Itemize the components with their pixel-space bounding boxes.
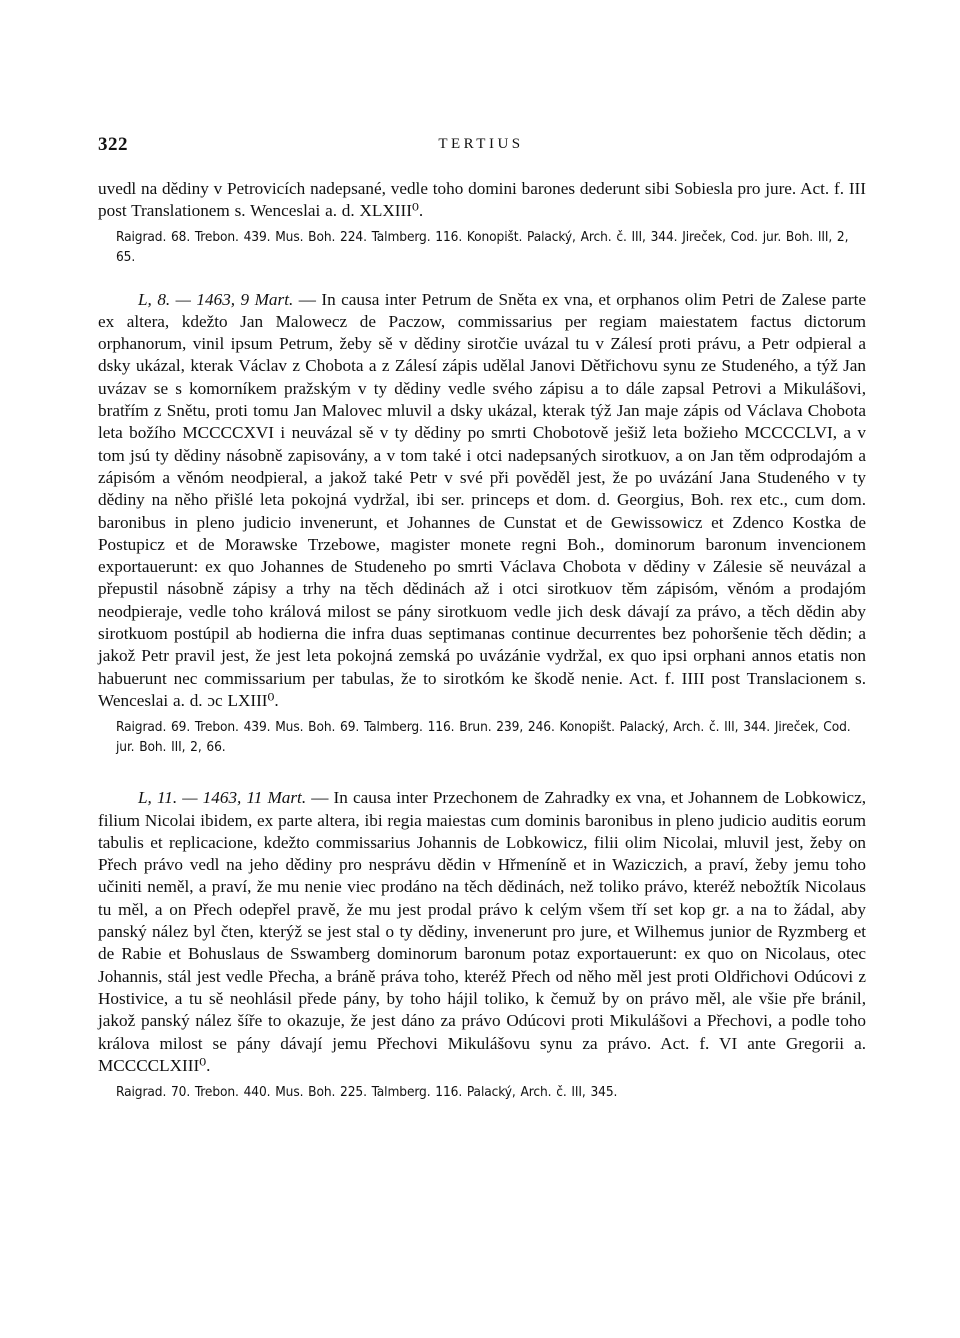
entry-label: L, 8. — 1463, 9 Mart. — [138, 289, 294, 309]
continuation-paragraph: uvedl na dědiny v Petrovicích nadepsané, vedle toho domini barones dederunt sibi Sobiesla pro jure. Act. f. III post Translationem s. Wenceslai a. d. XLXIII⁰. — [98, 179, 866, 221]
entry-paragraph — [98, 289, 866, 713]
entry-paragraph — [98, 787, 866, 1077]
entry-label: L, 11. — 1463, 11 Mart. — [138, 788, 307, 808]
running-head: TERTIUS — [438, 136, 524, 152]
entry-references: Raigrad. 69. Trebon. 439. Mus. Boh. 69. Talmberg. 116. Brun. 239, 246. Konopišt. Palacký, Arch. č. III, 344. Jireček, Cod. jur. Boh. III, 2, 66. — [116, 719, 851, 756]
entry-text: — In causa inter Przechonem de Zahradky ex vna, et Johannem de Lobkowicz, filium Nicolai ibidem, ex parte altera, ibi regia maiestas cum dominis baronibus in pleno judicio auditis eorum tabulis et replicacione, kdežto commissarius Johannis de Lobkowicz, filii olim Nicolai, mluvil jest, žeby on Přech právo vedl na jeho dědiny pro nesprávu dědin v Hřmeníně et in Waziczich, a praví, žeby jemu toho učiniti neměl, a praví, že mu nenie viec prodáno na těch dědinách, než toliko právo, kteréž nebožtík Nicolaus tu měl, a on Přech odepřel pravě, že mu jest prodal právo k celým všem tří set kop gr. a na to žádal, aby panský nález byl čten, kterýž se jest stal o ty dědiny, invenerunt pro jure, et Wilhemus junior de Ryzmberg et de Rabie et Bohuslaus de Sswamberg dominorum baronum potaz exportauerunt: ex quo on Nicolaus, otec Johannis, stál jest vedle Přecha, a bráně práva toho, kteréž Přech od něho měl jest proti Oldřichovi Odúcovi z Hostivice, a tu sě neohlásil přede pány, by toho hájil toliko, k čemuž by on právo měl, ale všie pře bránil, jakož panský nález šíře to okazuje, že jest dáno za právo Odúcovi proti Mikulášovi a Přechovi, a podle toho králova milost se pány dávají jemu Přechovi Mikulášovu synu za právo. Act. f. VI ante Gregorii a. MCCCCLXIII⁰. — [98, 788, 866, 1075]
entry-text: — In causa inter Petrum de Sněta ex vna, et orphanos olim Petri de Zalese parte ex altera, kdežto Jan Malowecz de Paczow, commissarius per regiam maiestatem factus dictorum orphanorum, vinil ipsum Petrum, žeby sě v dědiny sirotčie uvázal tu v Zálesí proti právu, a Petr odpieral a dsky ukázal, kterak Václav z Chobota a z Zálesí zápis udělal Janovi Dětřichovu synu ze Studeného, a týž Jan uvázav se s komorníkem pražským v ty dědiny vedle svého zápisu a to dále zapsal Petrovi a Mikulášovi, bratřím z Snětu, proti tomu Jan Malovec mluvil a dsky ukázal, kterak týž Jan maje zápis od Václava Chobota leta božího MCCCCXVI i neuvázal sě v ty dědiny po smrti Chobotově ješiž leta božieho MCCCCLVI, a v tom jsú ty dědiny násobně zapisovány, a v tom také i otci nadepsaných sirotkuov, a on Jan těm odprodajóm a zápisóm a věnóm neodpieral, a jakož také Petr v své při pověděl jest, že po uvázání Jana Studeného v ty dědiny na něho přišlé leta pokojná vydržal, ibi ser. princeps et dom. d. Georgius, Boh. rex etc., cum dom. baronibus in pleno judicio invenerunt, et Johannes de Cunstat et de Gewissowicz et Zdenco Kostka de Postupicz et de Morawske Trzebowe, magister monete regni Boh., dominorum baronum invencionem exportauerunt: ex quo Johannes de Studeneho po smrti Václava Chobota v dědiny v Zálesie sě neuvázal a přepustil násobně zápisy a trhy na těch dědinách až i otci sirotkuov těm zápisóm, věnóm a prodajóm neodpieraje, vedle toho králová milost se pány sirotkuom vedle jich desk dávají za právo, a těch dědin aby sirotkuom postúpil ab hodierna die infra duas septimanas continue decurrentes bez pohoršenie těch dědin; a jakož Petr pravil jest, že jest leta pokojná zemská po uvázánie vydržal, ex quo ipsi orphani annos etatis non habuerunt nec commissarium per tabulas, že to sirotkóm ke škodě nenie. Act. f. IIII post Translacionem s. Wenceslai a. d. ɔc LXIII⁰. — [98, 289, 866, 710]
text-block — [98, 178, 866, 1102]
page-header — [98, 134, 864, 158]
page-number: 322 — [98, 134, 128, 155]
continuation-references: Raigrad. 68. Trebon. 439. Mus. Boh. 224. Talmberg. 116. Konopišt. Palacký, Arch. č. III, 344. Jireček, Cod. jur. Boh. III, 2, 65. — [116, 228, 849, 265]
entry-references: Raigrad. 70. Trebon. 440. Mus. Boh. 225. Talmberg. 116. Palacký, Arch. č. III, 345. — [116, 1084, 618, 1101]
